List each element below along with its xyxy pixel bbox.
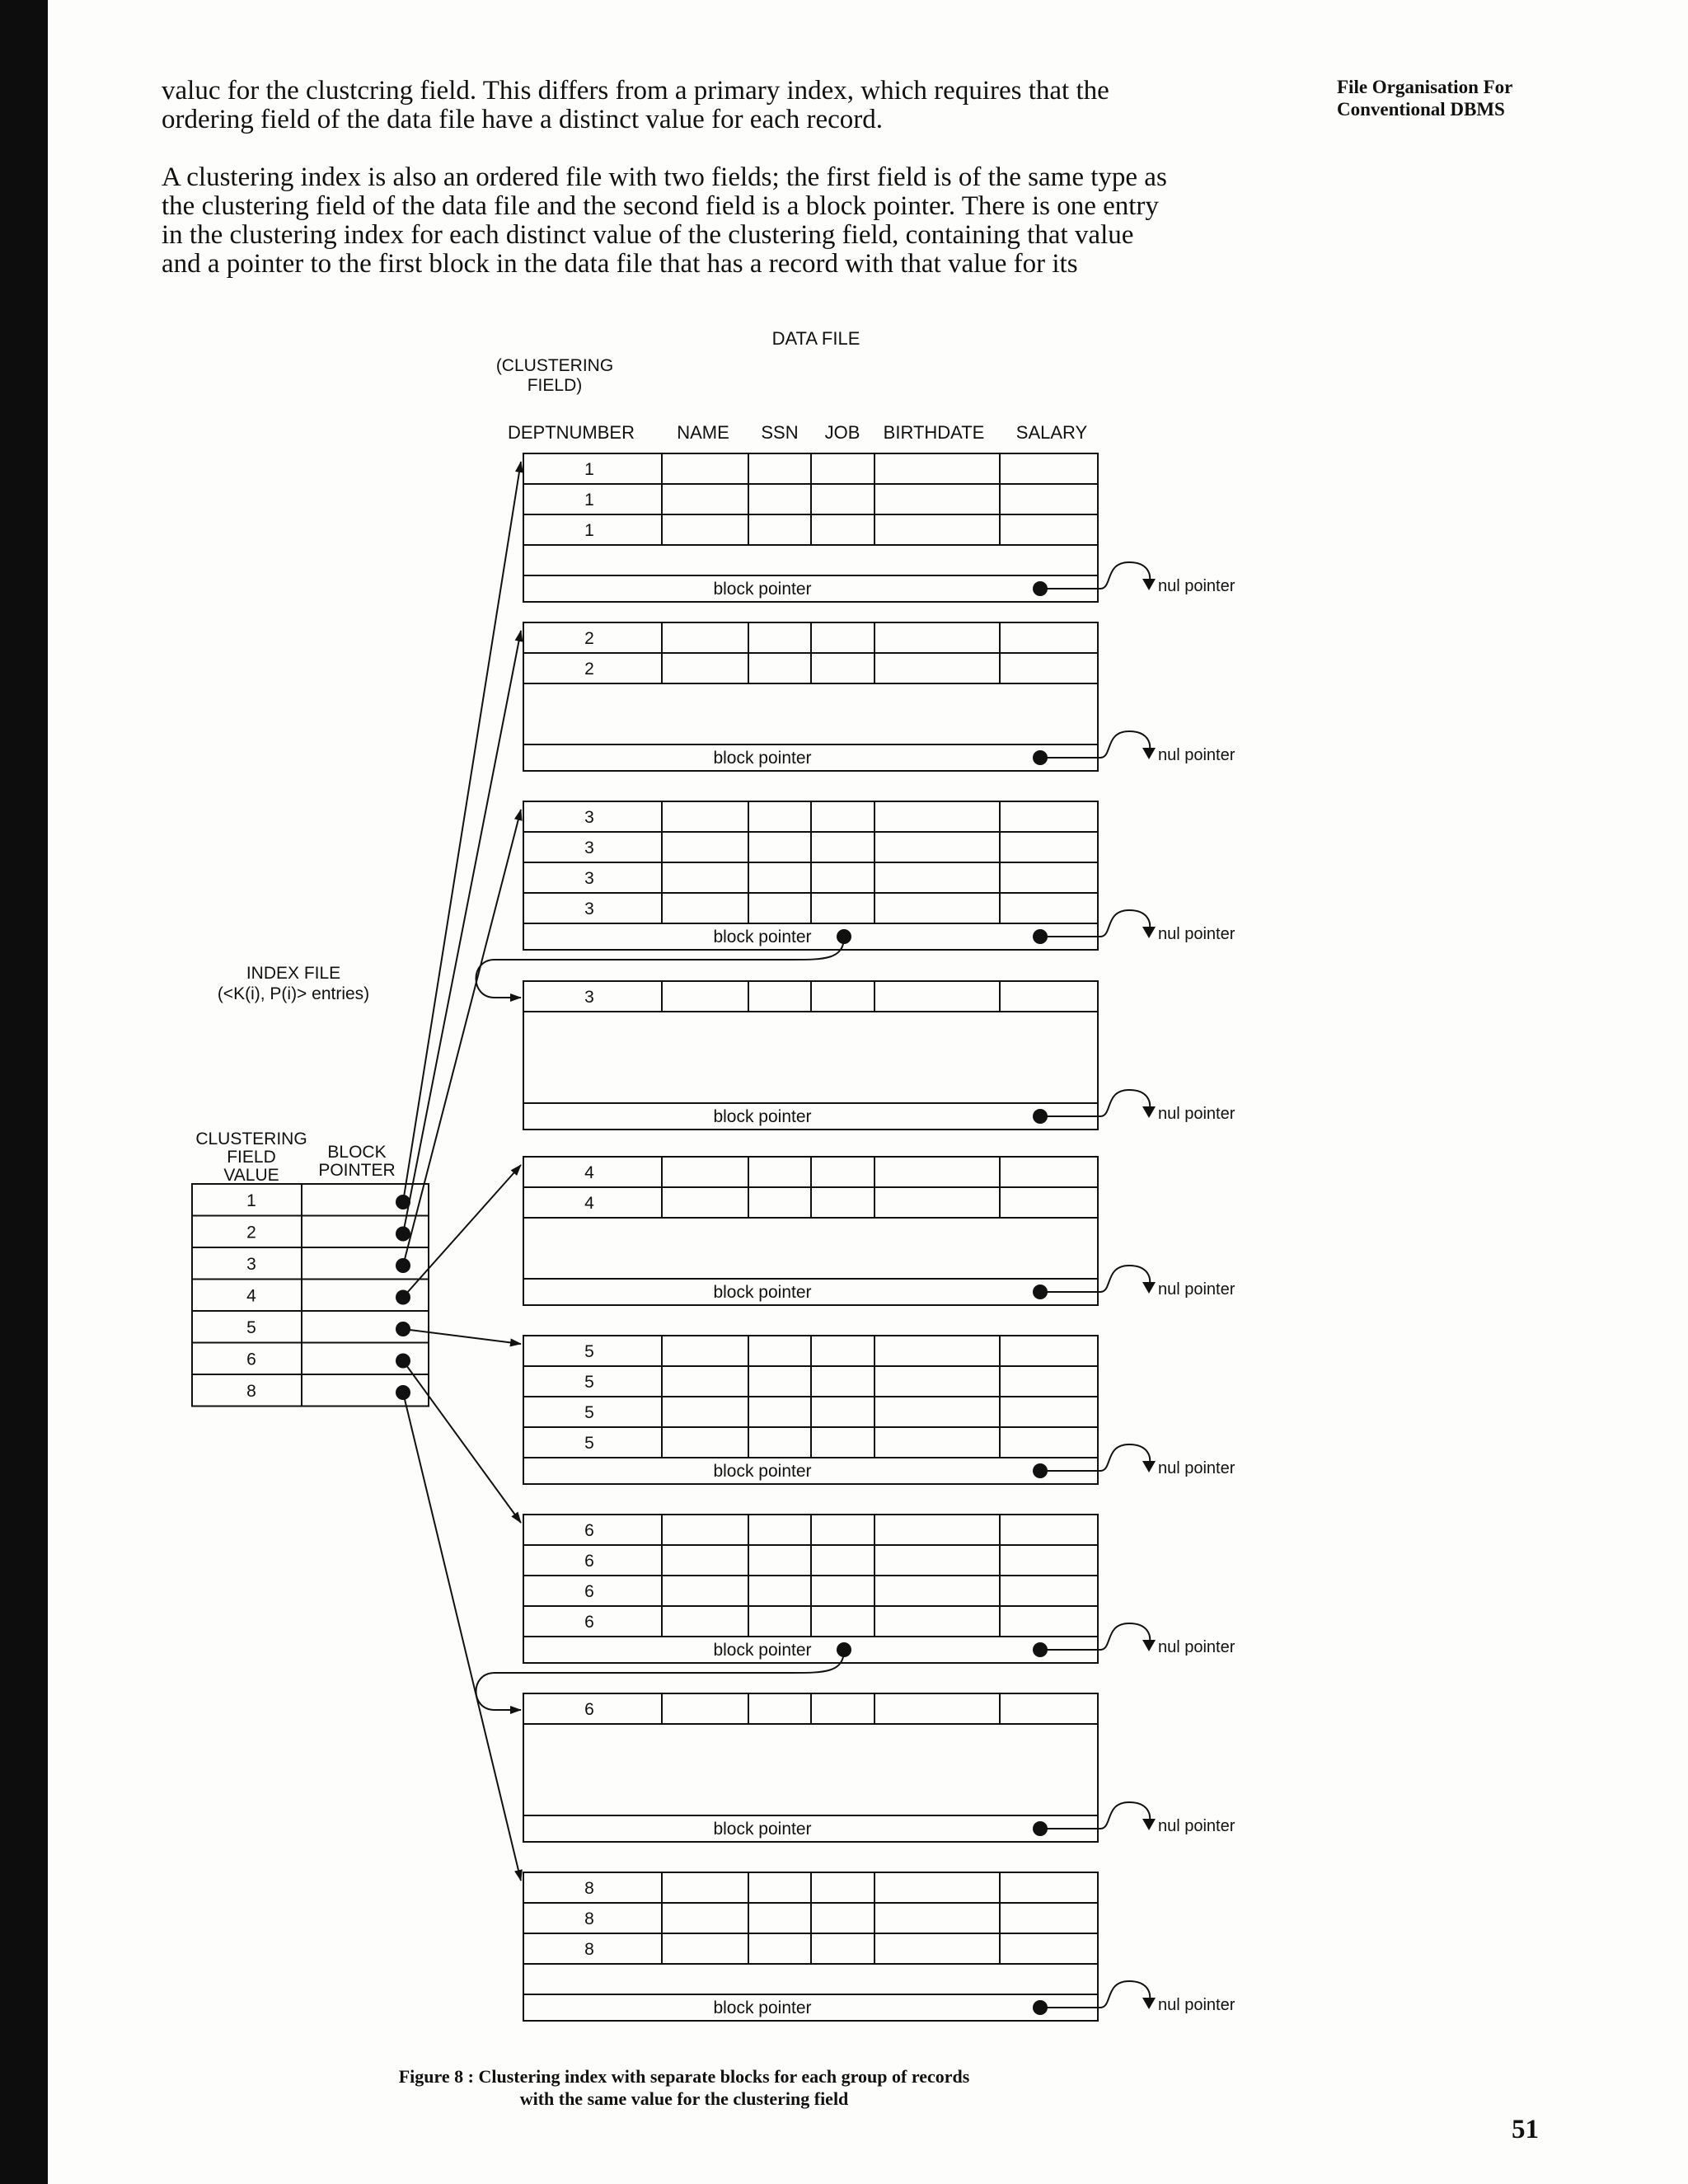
index-header-clustering: VALUE [223, 1166, 279, 1185]
paragraph-line: the clustering field of the data file and the second field is a block pointer. There is one entry [162, 191, 1159, 221]
record-key: 6 [584, 1613, 594, 1632]
paragraph-line: and a pointer to the first block in the data file that has a record with that value for its [162, 249, 1078, 279]
null-pointer-label: nul pointer [1158, 1638, 1236, 1656]
data-block [523, 1872, 1236, 2021]
null-pointer-label: nul pointer [1158, 1459, 1236, 1477]
record-key: 3 [584, 988, 594, 1007]
null-pointer-arrowhead [1142, 1106, 1156, 1118]
record-key: 3 [584, 869, 594, 888]
record-key: 3 [584, 899, 594, 918]
page-number: 51 [1512, 2115, 1539, 2144]
running-header-line: Conventional DBMS [1337, 99, 1505, 120]
index-header-clustering: FIELD [227, 1148, 276, 1167]
clustering-field-label: FIELD) [527, 376, 583, 395]
null-pointer-arrowhead [1142, 579, 1156, 590]
index-key: 5 [246, 1318, 256, 1337]
data-block [523, 1693, 1236, 1842]
null-pointer-arrowhead [1142, 1282, 1156, 1294]
caption-line: Figure 8 : Clustering index with separate blocks for each group of records [398, 2066, 970, 2087]
block-pointer-label: block pointer [713, 1107, 812, 1126]
index-file-label: (<K(i), P(i)> entries) [217, 984, 370, 1003]
block-pointer-label: block pointer [713, 928, 812, 946]
record-key: 6 [584, 1700, 594, 1719]
data-block [523, 981, 1236, 1130]
record-key: 5 [584, 1342, 594, 1361]
record-key: 6 [584, 1582, 594, 1601]
block-pointer-label: block pointer [713, 1998, 812, 2017]
paragraph-line: in the clustering index for each distinct value of the clustering field, containing that value [162, 220, 1134, 250]
paragraph-line: valuc for the clustcring field. This differs from a primary index, which requires that the [162, 76, 1109, 106]
clustering-field-label: (CLUSTERING [495, 356, 614, 375]
index-key: 3 [246, 1255, 256, 1274]
paragraph-line: ordering field of the data file have a distinct value for each record. [162, 105, 884, 134]
data-block [476, 801, 1236, 998]
index-header-clustering: CLUSTERING [195, 1130, 307, 1148]
index-file-label: INDEX FILE [246, 964, 341, 983]
block-pointer-label: block pointer [713, 1641, 812, 1660]
block-pointer-label: block pointer [713, 749, 812, 768]
data-block [523, 453, 1236, 602]
data-block [476, 1515, 1236, 1710]
data-block [523, 1336, 1236, 1484]
null-pointer-arrowhead [1142, 1640, 1156, 1651]
index-pointer-arrow [403, 810, 521, 1266]
null-pointer-arrowhead [1142, 748, 1156, 759]
block-pointer-label: block pointer [713, 1462, 812, 1481]
null-pointer-arrowhead [1142, 1461, 1156, 1472]
index-pointer-arrow [403, 1165, 521, 1298]
null-pointer-label: nul pointer [1158, 1817, 1236, 1835]
index-header-block: POINTER [318, 1161, 396, 1180]
index-pointer-arrow [403, 1329, 521, 1344]
column-header: BIRTHDATE [883, 422, 985, 443]
column-header: SSN [761, 422, 799, 443]
block-pointer-label: block pointer [713, 1283, 812, 1302]
record-key: 1 [584, 491, 594, 510]
record-key: 2 [584, 660, 594, 679]
record-key: 5 [584, 1434, 594, 1453]
data-block [523, 622, 1236, 771]
record-key: 5 [584, 1403, 594, 1422]
data-file-title: DATA FILE [771, 328, 860, 349]
index-table-outline [192, 1184, 429, 1407]
record-key: 1 [584, 521, 594, 540]
index-pointer-arrow [403, 631, 521, 1234]
record-key: 1 [584, 460, 594, 479]
null-pointer-arrowhead [1142, 927, 1156, 938]
index-key: 2 [246, 1223, 256, 1242]
block-pointer-label: block pointer [713, 1820, 812, 1839]
record-key: 8 [584, 1909, 594, 1928]
running-header-line: File Organisation For [1337, 77, 1513, 97]
record-key: 2 [584, 629, 594, 648]
null-pointer-label: nul pointer [1158, 1105, 1236, 1123]
null-pointer-arrowhead [1142, 1998, 1156, 2009]
figure-caption [272, 2065, 1096, 2110]
null-pointer-arrowhead [1142, 1819, 1156, 1830]
record-key: 3 [584, 808, 594, 827]
index-table [192, 1184, 429, 1407]
index-key: 4 [246, 1286, 256, 1306]
null-pointer-label: nul pointer [1158, 1996, 1236, 2014]
index-pointer-arrow [403, 1361, 521, 1524]
null-pointer-label: nul pointer [1158, 1280, 1236, 1299]
index-key: 1 [246, 1191, 256, 1210]
index-key: 6 [246, 1350, 256, 1369]
record-key: 6 [584, 1521, 594, 1540]
record-key: 3 [584, 838, 594, 857]
paragraph-line: A clustering index is also an ordered file with two fields; the first field is of the same type as [162, 162, 1167, 192]
data-block [523, 1157, 1236, 1305]
null-pointer-label: nul pointer [1158, 577, 1236, 595]
column-header: SALARY [1015, 422, 1088, 443]
column-header: NAME [677, 422, 729, 443]
index-pointer-arrow [403, 462, 521, 1202]
record-key: 6 [584, 1552, 594, 1571]
record-key: 4 [584, 1163, 594, 1182]
index-key: 8 [246, 1382, 256, 1401]
record-key: 8 [584, 1879, 594, 1898]
record-key: 4 [584, 1194, 594, 1213]
block-pointer-label: block pointer [713, 580, 812, 599]
record-key: 8 [584, 1940, 594, 1959]
index-header-block: BLOCK [327, 1143, 387, 1162]
column-header: DEPTNUMBER [507, 422, 635, 443]
record-key: 5 [584, 1373, 594, 1392]
caption-line: with the same value for the clustering field [519, 2088, 849, 2109]
null-pointer-label: nul pointer [1158, 746, 1236, 764]
null-pointer-label: nul pointer [1158, 925, 1236, 943]
column-header: JOB [824, 422, 860, 443]
index-pointer-arrow [403, 1393, 521, 1881]
